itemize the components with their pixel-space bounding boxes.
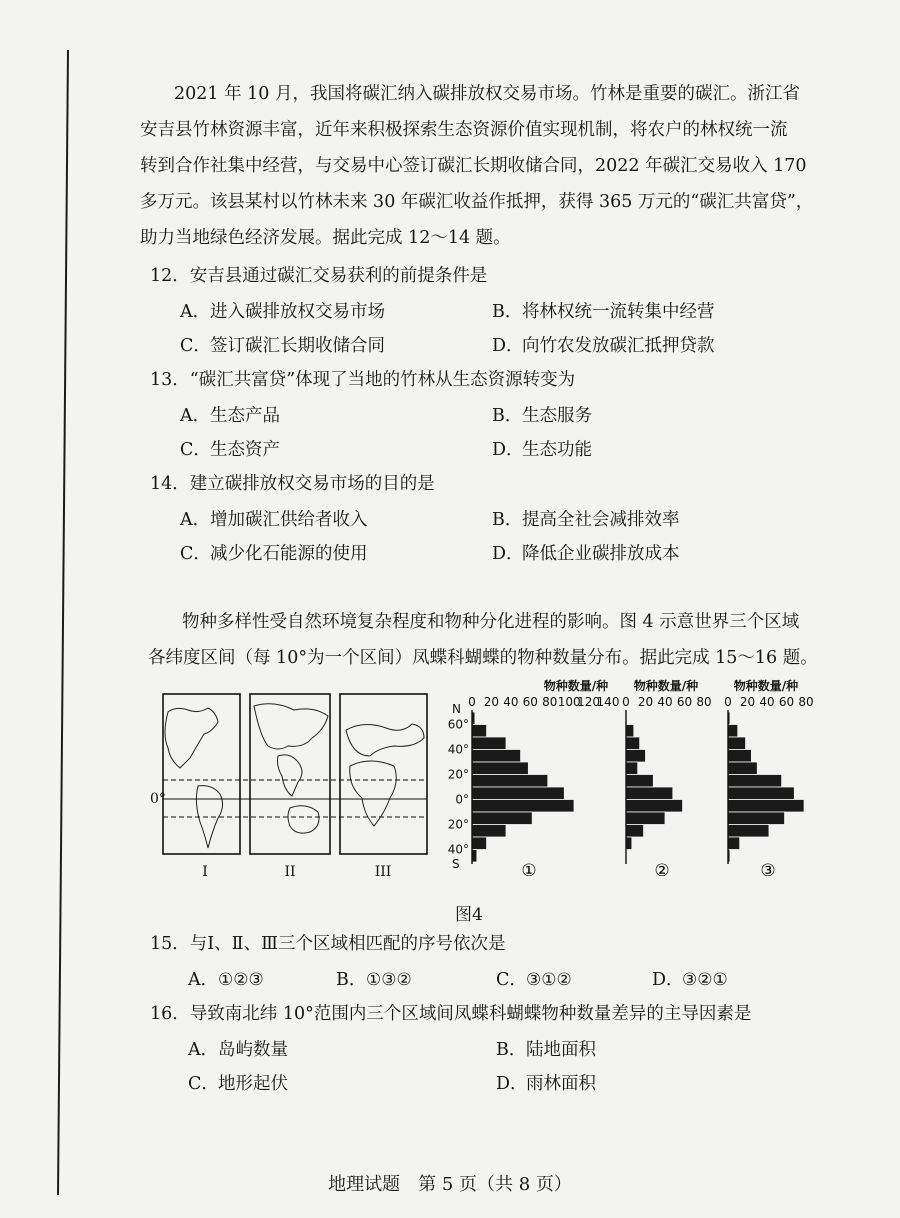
x-tick-label: 100 <box>557 695 581 709</box>
option-text: 岛屿数量 <box>218 1040 288 1060</box>
bar <box>728 787 794 800</box>
bar <box>626 750 646 763</box>
intro2-line: 各纬度区间（每 10°为一个区间）凤蝶科蝴蝶的物种数量分布。据此完成 15～16 题。 <box>148 648 818 668</box>
option-letter: A． <box>188 1040 219 1060</box>
bar <box>472 787 564 800</box>
x-tick-label: 60 <box>522 695 538 709</box>
chart-1-title: 物种数量/种 <box>543 679 609 693</box>
bar <box>626 762 638 775</box>
x-tick-label: 20 <box>637 695 654 709</box>
y-tick-label: 20° <box>447 817 469 832</box>
intro1-line: 转到合作社集中经营，与交易中心签订碳汇长期收储合同，2022 年碳汇交易收入 170 <box>140 156 807 176</box>
chart-1-north-label: N <box>452 702 461 716</box>
chart-3-label: ③ <box>760 861 776 876</box>
north-america-outline <box>165 708 218 768</box>
map-label-i: I <box>202 864 208 880</box>
bar <box>728 812 785 825</box>
bar <box>728 825 769 838</box>
page-footer: 地理试题 第 5 页（共 8 页） <box>328 1174 572 1195</box>
x-tick-label: 20 <box>483 695 500 709</box>
chart-1-y-ticks <box>448 718 469 857</box>
bar <box>626 775 653 788</box>
x-tick-label: 40 <box>657 695 673 709</box>
intro2-line: 物种多样性受自然环境复杂程度和物种分化进程的影响。图 4 示意世界三个区域 <box>182 612 800 632</box>
option-letter: B． <box>336 970 367 990</box>
option-letter: A． <box>180 406 211 426</box>
bar <box>626 787 673 800</box>
question-12-option-c[interactable] <box>180 334 385 358</box>
intro-paragraph-2 <box>148 604 838 676</box>
question-12-option-d[interactable] <box>492 334 715 358</box>
option-text: 雨林面积 <box>526 1074 596 1094</box>
bar <box>728 775 782 788</box>
africa-outline <box>350 761 397 826</box>
x-tick-label: 40 <box>759 695 775 709</box>
bar <box>728 762 757 775</box>
chart-1-south-label: S <box>452 857 460 871</box>
question-14-option-d[interactable] <box>492 542 680 566</box>
option-letter: D． <box>492 336 524 356</box>
x-tick-label: 80 <box>798 695 814 709</box>
australia-outline <box>288 806 319 833</box>
y-tick-label: 40° <box>447 742 469 757</box>
option-text: 生态功能 <box>522 440 592 460</box>
question-12-stem: 12．安吉县通过碳汇交易获利的前提条件是 <box>150 266 488 286</box>
y-tick-label: 0° <box>455 792 469 807</box>
eurasia-outline <box>254 704 328 749</box>
option-text: ①②③ <box>218 970 264 990</box>
map-panel-i <box>163 694 240 854</box>
question-12-option-a[interactable] <box>180 300 385 324</box>
option-letter: C． <box>496 970 527 990</box>
option-letter: C． <box>180 544 211 564</box>
chart-1-label: ① <box>521 861 537 876</box>
bar-chart-1 <box>440 676 620 876</box>
question-14-stem: 14．建立碳排放权交易市场的目的是 <box>150 474 435 494</box>
option-text: 减少化石能源的使用 <box>210 544 368 564</box>
bar <box>626 800 683 813</box>
option-letter: D． <box>652 970 684 990</box>
option-text: 向竹农发放碳汇抵押贷款 <box>522 336 715 356</box>
option-text: 降低企业碳排放成本 <box>522 544 680 564</box>
bar <box>472 812 532 825</box>
question-16-option-c[interactable] <box>188 1072 288 1096</box>
chart-2-bars <box>626 725 683 850</box>
option-text: 将林权统一流转集中经营 <box>522 302 715 322</box>
map-panel-ii <box>250 694 330 854</box>
option-letter: B． <box>496 1040 527 1060</box>
option-text: 增加碳汇供给者收入 <box>210 510 368 530</box>
map-label-ii: II <box>284 864 296 880</box>
bar-chart-3 <box>722 676 822 876</box>
option-letter: A． <box>180 302 211 322</box>
question-13-stem: 13．“碳汇共富贷”体现了当地的竹林从生态资源转变为 <box>150 370 576 390</box>
option-text: 地形起伏 <box>218 1074 288 1094</box>
bar <box>472 737 506 750</box>
question-16-option-a[interactable] <box>188 1038 288 1062</box>
x-tick-label: 140 <box>596 695 620 709</box>
south-america-outline <box>196 786 222 848</box>
bar <box>626 812 665 825</box>
y-tick-label: 40° <box>447 842 469 857</box>
question-13-option-d[interactable] <box>492 438 592 462</box>
equator-label: 0° <box>150 791 166 807</box>
x-tick-label: 20 <box>739 695 756 709</box>
world-map-panels <box>150 690 440 890</box>
option-letter: D． <box>492 544 524 564</box>
option-letter: C． <box>188 1074 219 1094</box>
question-12-option-b[interactable] <box>492 300 715 324</box>
x-tick-label: 80 <box>696 695 712 709</box>
option-text: ③①② <box>526 970 572 990</box>
question-16-option-d[interactable] <box>496 1072 596 1096</box>
bar <box>472 800 574 813</box>
bar <box>728 800 804 813</box>
bar <box>472 762 528 775</box>
map-label-iii: III <box>374 864 392 880</box>
bar <box>472 825 506 838</box>
x-tick-label: 0 <box>724 695 732 709</box>
intro-paragraph-1 <box>140 76 830 256</box>
bar <box>728 837 740 850</box>
option-letter: D． <box>496 1074 528 1094</box>
south-asia-outline <box>278 755 303 796</box>
bar <box>472 850 477 863</box>
option-letter: A． <box>188 970 219 990</box>
chart-2-title: 物种数量/种 <box>633 679 699 693</box>
bar <box>728 737 746 750</box>
option-text: 进入碳排放权交易市场 <box>210 302 385 322</box>
question-15-option-b[interactable] <box>336 968 412 992</box>
chart-3-x-ticks <box>724 695 813 709</box>
question-15-option-d[interactable] <box>652 968 728 992</box>
question-14-option-b[interactable] <box>492 508 680 532</box>
x-tick-label: 80 <box>542 695 558 709</box>
bar <box>472 725 487 738</box>
intro1-line: 2021 年 10 月，我国将碳汇纳入碳排放权交易市场。竹林是重要的碳汇。浙江省 <box>174 84 800 104</box>
question-13-option-c[interactable] <box>180 438 280 462</box>
question-14-option-a[interactable] <box>180 508 368 532</box>
question-16-option-b[interactable] <box>496 1038 596 1062</box>
option-letter: C． <box>180 440 211 460</box>
bar <box>626 825 644 838</box>
question-16-stem: 16．导致南北纬 10°范围内三个区域间凤蝶科蝴蝶物种数量差异的主导因素是 <box>150 1004 752 1024</box>
question-15-option-a[interactable] <box>188 968 264 992</box>
option-text: 生态产品 <box>210 406 280 426</box>
bar <box>626 737 640 750</box>
option-letter: B． <box>492 302 523 322</box>
y-tick-label: 60° <box>447 717 469 732</box>
bar <box>728 750 751 763</box>
x-tick-label: 40 <box>503 695 519 709</box>
chart-2-x-ticks <box>622 695 711 709</box>
option-letter: B． <box>492 510 523 530</box>
europe-outline <box>346 724 424 756</box>
bar <box>472 837 487 850</box>
option-text: 签订碳汇长期收储合同 <box>210 336 385 356</box>
option-letter: A． <box>180 510 211 530</box>
question-13-option-a[interactable] <box>180 404 280 428</box>
chart-2-label: ② <box>654 861 670 876</box>
chart-1-bars <box>472 712 574 862</box>
option-text: ③②① <box>682 970 728 990</box>
question-15-stem: 15．与Ⅰ、Ⅱ、Ⅲ三个区域相匹配的序号依次是 <box>150 934 506 954</box>
option-text: 提高全社会减排效率 <box>522 510 680 530</box>
x-tick-label: 60 <box>676 695 693 709</box>
chart-3-bars <box>728 712 804 862</box>
option-letter: B． <box>492 406 523 426</box>
figure-caption: 图4 <box>455 905 483 925</box>
bar <box>728 725 738 738</box>
option-text: ①③② <box>366 970 412 990</box>
intro1-line: 多万元。该县某村以竹林未来 30 年碳汇收益作抵押，获得 365 万元的“碳汇共富贷”， <box>140 192 814 212</box>
option-text: 陆地面积 <box>526 1040 596 1060</box>
question-15-option-c[interactable] <box>496 968 572 992</box>
x-tick-label: 0 <box>468 695 476 709</box>
option-letter: C． <box>180 336 211 356</box>
option-text: 生态资产 <box>210 440 280 460</box>
chart-1-x-ticks <box>468 695 619 709</box>
intro1-line: 安吉县竹林资源丰富，近年来积极探索生态资源价值实现机制，将农户的林权统一流 <box>140 120 788 140</box>
chart-3-title: 物种数量/种 <box>733 679 799 693</box>
intro1-line: 助力当地绿色经济发展。据此完成 12～14 题。 <box>140 228 511 248</box>
margin-line <box>57 50 69 1195</box>
bar <box>626 725 634 738</box>
bar <box>626 837 632 850</box>
bar-chart-2 <box>618 676 718 876</box>
bar <box>472 750 521 763</box>
question-14-option-c[interactable] <box>180 542 368 566</box>
x-tick-label: 60 <box>778 695 795 709</box>
question-13-option-b[interactable] <box>492 404 592 428</box>
bar <box>472 775 548 788</box>
option-text: 生态服务 <box>522 406 592 426</box>
map-panel-iii <box>340 694 427 854</box>
option-letter: D． <box>492 440 524 460</box>
y-tick-label: 20° <box>447 767 469 782</box>
x-tick-label: 0 <box>622 695 630 709</box>
x-tick-label: 120 <box>577 695 601 709</box>
